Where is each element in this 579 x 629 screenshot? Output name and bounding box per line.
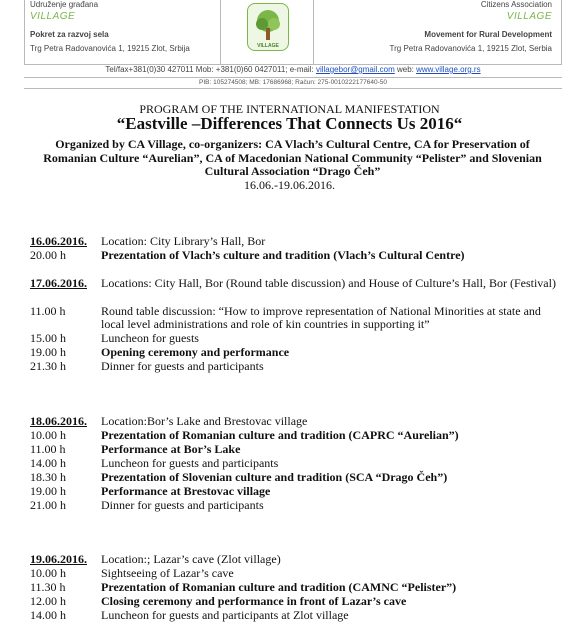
schedule-time: 11.00 h bbox=[30, 442, 66, 456]
svg-text:VILLAGE: VILLAGE bbox=[257, 43, 279, 49]
schedule-time: 11.30 h bbox=[30, 580, 66, 594]
divider bbox=[313, 0, 314, 64]
registration-ids: PIB: 105274508; MB: 17686968; Račun: 275-0010222177640-50 bbox=[199, 79, 387, 86]
right-movement: Movement for Rural Development bbox=[424, 30, 552, 39]
schedule-activity: Luncheon for guests and participants at Zlot village bbox=[101, 608, 349, 622]
schedule-time: 12.00 h bbox=[30, 594, 66, 608]
contact-line bbox=[24, 65, 562, 74]
schedule-time: 10.00 h bbox=[30, 428, 66, 442]
contact-phone: Tel/fax+381(0)30 427011 Mob: +381(0)60 0427011; e-mail: bbox=[105, 65, 316, 74]
schedule-time: 18.30 h bbox=[30, 470, 66, 484]
schedule-location: Location:; Lazar’s cave (Zlot village) bbox=[101, 552, 281, 566]
web-label: web: bbox=[394, 65, 417, 74]
left-org-name: Udruženje građana bbox=[30, 0, 99, 9]
left-movement: Pokret za razvoj sela bbox=[30, 30, 109, 39]
schedule-location: Location:Bor’s Lake and Brestovac village bbox=[101, 414, 308, 428]
schedule-date: 18.06.2016. bbox=[30, 414, 87, 428]
right-org-name: Citizens Association bbox=[480, 0, 552, 9]
organizers-text: Organized by CA Village, co-organizers: CA Vlach’s Cultural Centre, CA for Preservation of Romanian Culture “Aurelian”, CA of Macedonian National Community “Pelister” and Slovenian Cultural Association “Drago Čeh” bbox=[43, 137, 542, 178]
email-link[interactable]: villagebor@gmail.com bbox=[315, 65, 395, 74]
schedule-activity: Prezentation of Slovenian culture and tradition (SCA “Drago Čeh”) bbox=[101, 470, 448, 484]
schedule-time: 19.00 h bbox=[30, 484, 66, 498]
schedule-location: Locations: City Hall, Bor (Round table discussion) and House of Culture’s Hall, Bor (Festival) bbox=[101, 276, 556, 290]
website-link[interactable]: www.village.org.rs bbox=[416, 65, 481, 74]
separator bbox=[24, 88, 562, 89]
event-dates: 16.06.-19.06.2016. bbox=[244, 178, 335, 192]
schedule-date: 19.06.2016. bbox=[30, 552, 87, 566]
schedule-time: 19.00 h bbox=[30, 345, 66, 359]
schedule-activity: Opening ceremony and performance bbox=[101, 345, 290, 359]
schedule-activity: Luncheon for guests bbox=[101, 331, 199, 345]
left-village-name: VILLAGE bbox=[30, 11, 76, 22]
separator bbox=[24, 77, 562, 78]
schedule-time: 14.00 h bbox=[30, 456, 66, 470]
schedule-activity: Round table discussion: “How to improve representation of National Minorities at state and local level administrations and role of kin countries in supporting it” bbox=[101, 304, 541, 331]
right-village-name: VILLAGE bbox=[506, 11, 552, 22]
schedule-time: 11.00 h bbox=[30, 304, 66, 318]
program-heading: PROGRAM OF THE INTERNATIONAL MANIFESTATION bbox=[139, 102, 440, 116]
schedule-time: 21.30 h bbox=[30, 359, 66, 373]
schedule-date: 17.06.2016. bbox=[30, 276, 87, 290]
left-address: Trg Petra Radovanovića 1, 19215 Zlot, Srbija bbox=[30, 44, 190, 53]
schedule-activity: Prezentation of Romanian culture and tradition (CAMNC “Pelister”) bbox=[101, 580, 457, 594]
schedule-time: 10.00 h bbox=[30, 566, 66, 580]
schedule-activity: Sightseeing of Lazar’s cave bbox=[101, 566, 234, 580]
schedule-activity: Prezentation of Romanian culture and tradition (CAPRC “Aurelian”) bbox=[101, 428, 459, 442]
event-title: “Eastville –Differences That Connects Us 2016“ bbox=[116, 114, 463, 133]
schedule-time: 21.00 h bbox=[30, 498, 66, 512]
schedule-activity: Closing ceremony and performance in front of Lazar’s cave bbox=[101, 594, 407, 608]
tree-icon bbox=[248, 4, 288, 50]
letterhead bbox=[0, 0, 579, 86]
schedule-time: 14.00 h bbox=[30, 608, 66, 622]
right-address: Trg Petra Radovanovića 1, 19215 Zlot, Serbia bbox=[389, 44, 552, 53]
schedule-time: 20.00 h bbox=[30, 248, 66, 262]
schedule-activity: Dinner for guests and participants bbox=[101, 359, 264, 373]
divider bbox=[220, 0, 221, 64]
schedule-activity: Performance at Brestovac village bbox=[101, 484, 271, 498]
schedule-activity: Dinner for guests and participants bbox=[101, 498, 264, 512]
schedule-time: 15.00 h bbox=[30, 331, 66, 345]
schedule-activity: Luncheon for guests and participants bbox=[101, 456, 279, 470]
schedule-activity: Performance at Bor’s Lake bbox=[101, 442, 241, 456]
schedule-location: Location: City Library’s Hall, Bor bbox=[101, 234, 266, 248]
village-logo bbox=[247, 3, 289, 51]
schedule-date: 16.06.2016. bbox=[30, 234, 87, 248]
schedule-activity: Prezentation of Vlach’s culture and tradition (Vlach’s Cultural Centre) bbox=[101, 248, 465, 262]
